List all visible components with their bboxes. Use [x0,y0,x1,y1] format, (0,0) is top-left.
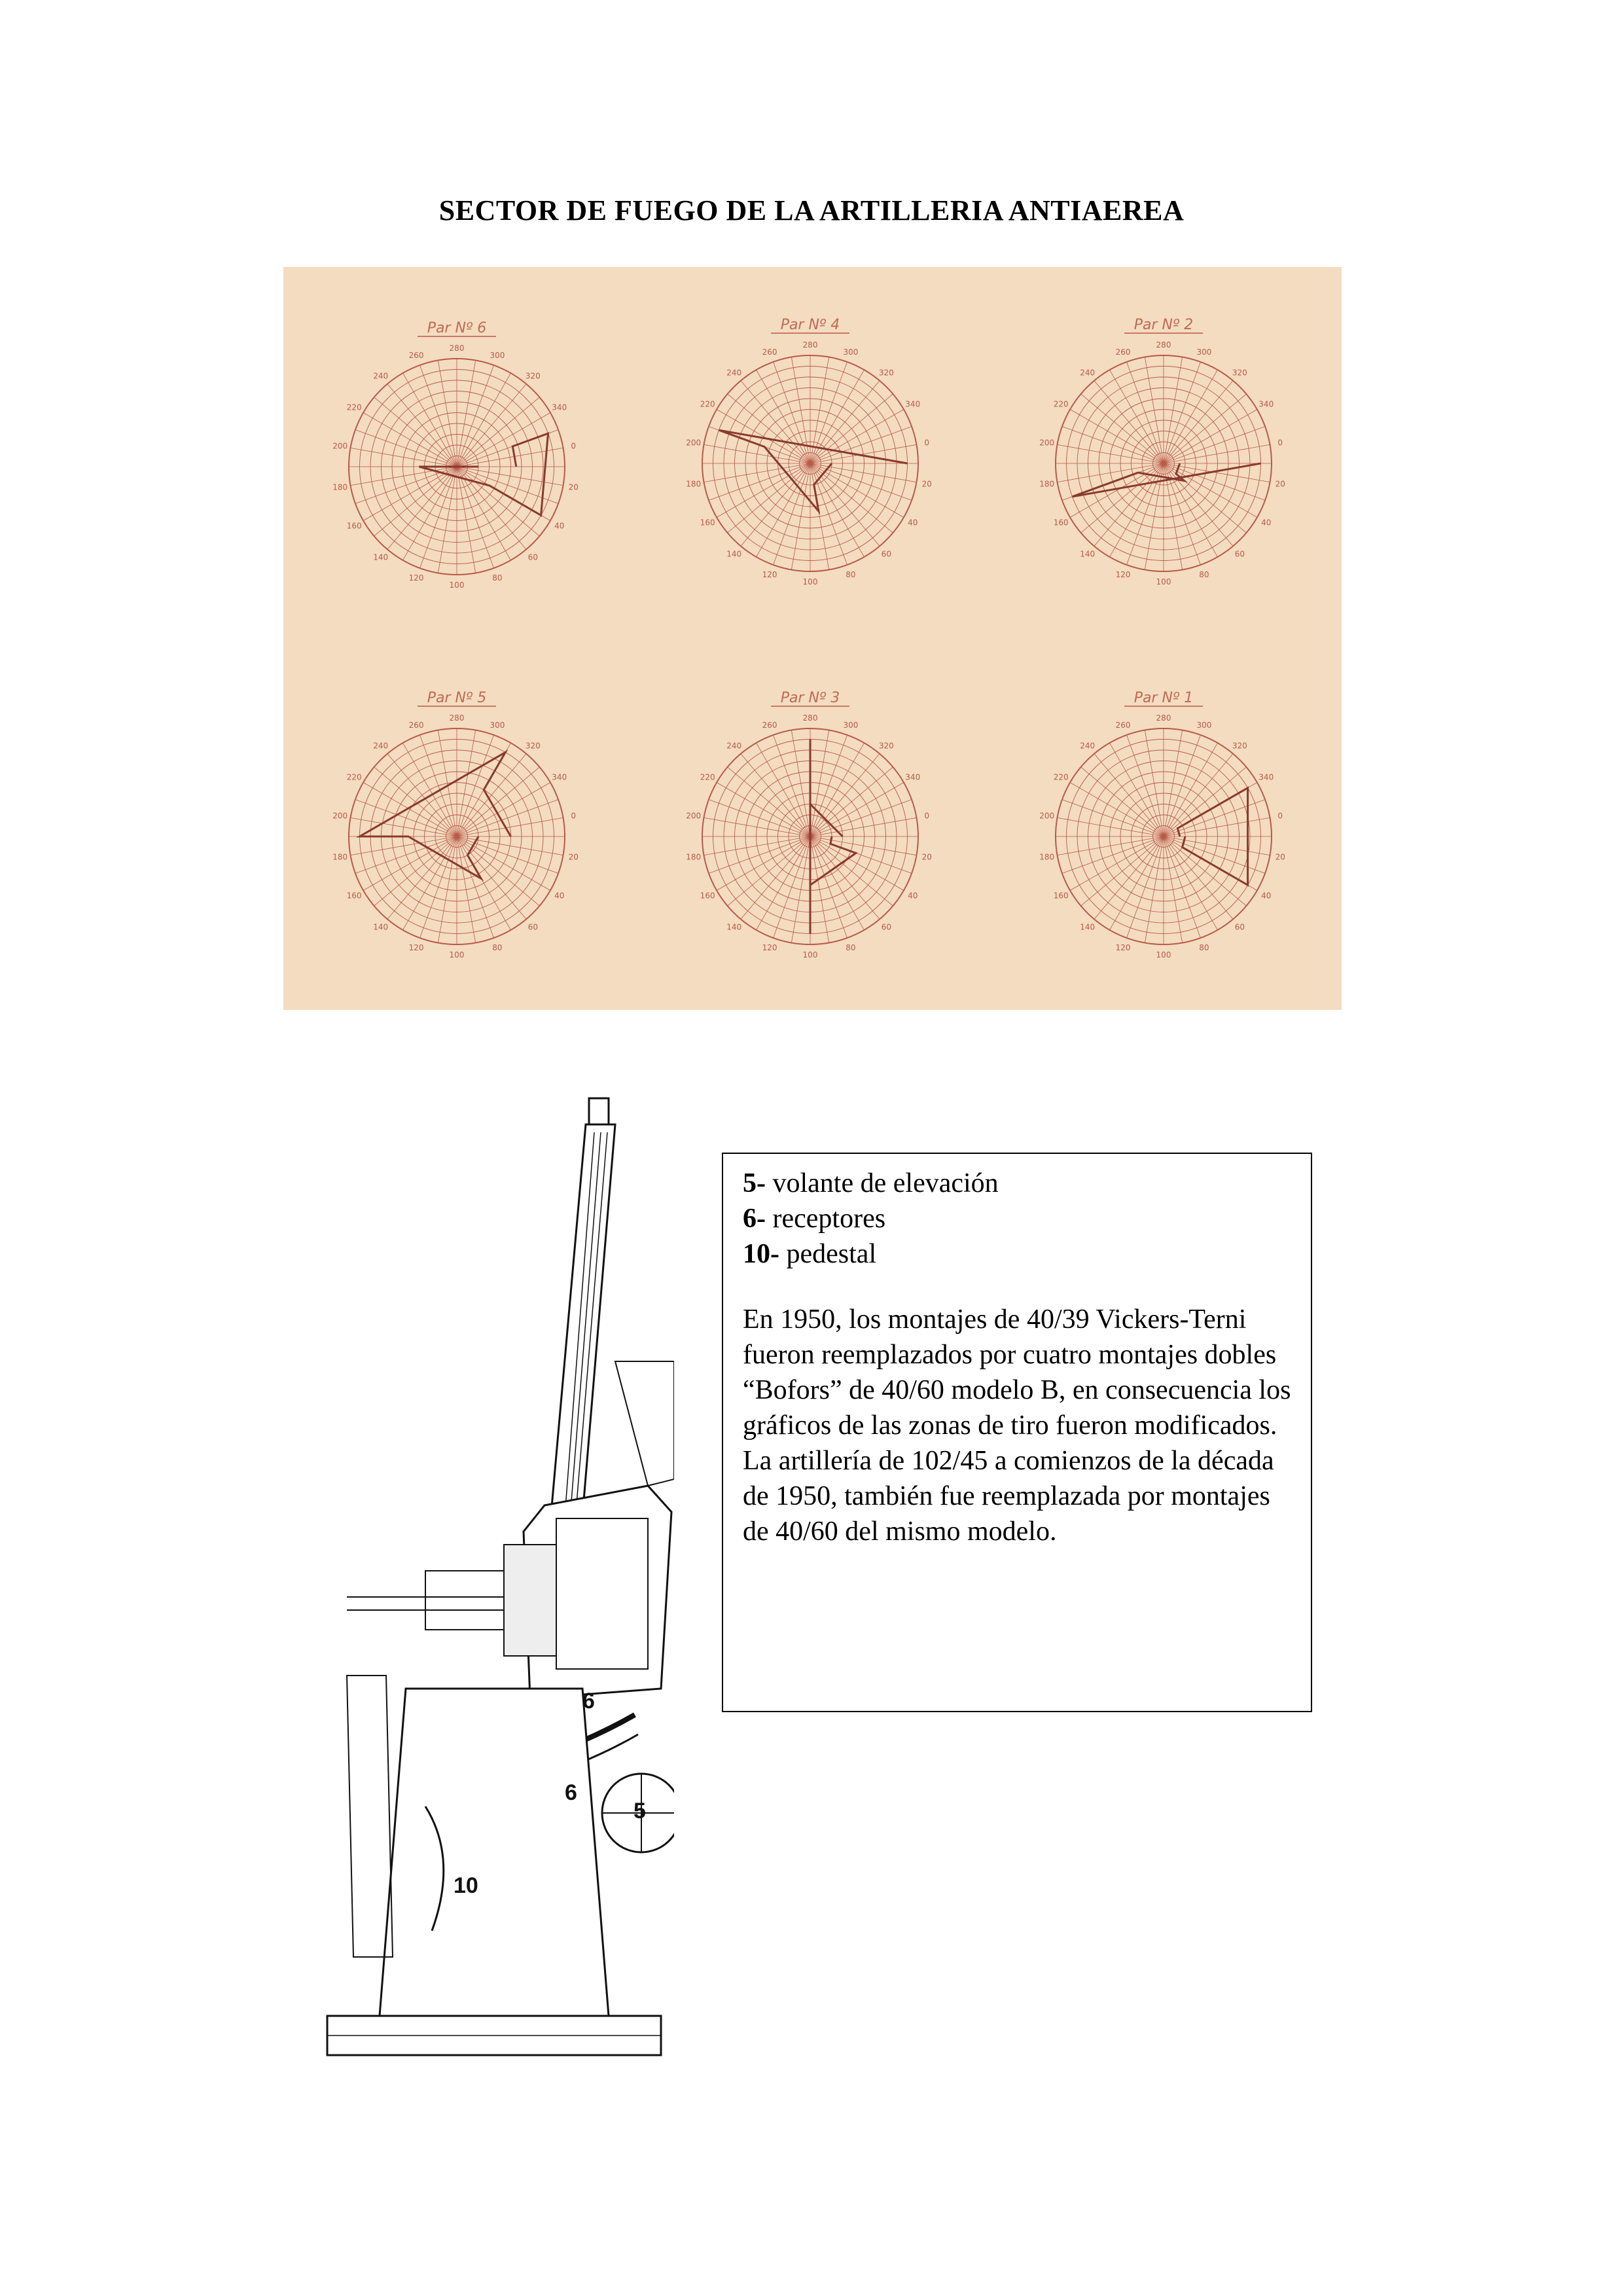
angle-tick-label: 240 [726,741,742,751]
angle-tick-label: 300 [1196,720,1212,730]
firing-sector-outline [360,752,511,878]
angle-tick-label: 60 [881,549,891,559]
polar-chart [686,317,932,586]
angle-tick-label: 100 [449,581,465,590]
angle-tick-label: 240 [1080,741,1096,751]
angle-tick-label: 320 [525,371,541,381]
angle-tick-label: 240 [373,741,389,751]
chart-label: Par Nº 5 [427,690,487,706]
angle-tick-label: 80 [1199,943,1209,953]
angle-tick-label: 20 [568,482,579,492]
angle-tick-label: 20 [1275,479,1285,489]
angle-tick-label: 320 [878,741,894,751]
angle-tick-label: 20 [1275,852,1285,862]
angle-tick-label: 260 [408,720,424,730]
angle-tick-label: 340 [905,399,921,409]
angle-tick-label: 260 [762,347,777,357]
angle-tick-label: 120 [762,570,777,580]
angle-tick-label: 0 [924,811,930,821]
angle-tick-label: 160 [1053,891,1069,901]
angle-tick-label: 260 [1115,720,1131,730]
angle-tick-label: 200 [686,811,702,821]
chart-label: Par Nº 4 [780,317,840,333]
angle-tick-label: 220 [700,399,715,409]
angle-tick-label: 120 [408,943,424,953]
legend-item: 5- volante de elevación [743,1168,999,1198]
label-five: 5 [633,1799,646,1823]
angle-tick-label: 140 [1080,922,1096,932]
chart-label: Par Nº 1 [1133,690,1194,706]
angle-tick-label: 240 [1080,368,1096,378]
pedestal [380,1689,609,2016]
legend-item: 6- receptores [743,1204,886,1234]
angle-tick-label: 220 [700,772,715,782]
angle-tick-label: 240 [373,371,389,381]
polar-chart [1039,317,1285,586]
angle-tick-label: 180 [686,852,702,862]
angle-tick-label: 180 [1039,852,1055,862]
firing-sector-outline [719,430,908,511]
rear-sight [425,1571,504,1630]
angle-tick-label: 80 [492,573,503,583]
chart-label: Par Nº 6 [427,320,487,336]
firing-sector-outline [419,433,548,515]
angle-tick-label: 280 [449,713,465,723]
angle-tick-label: 120 [408,573,424,583]
angle-tick-label: 0 [1277,811,1283,821]
chart-label: Par Nº 3 [780,690,840,706]
angle-tick-label: 220 [346,403,362,412]
angle-tick-label: 80 [1199,570,1209,580]
angle-tick-label: 140 [726,549,742,559]
angle-tick-label: 0 [571,441,577,451]
angle-tick-label: 40 [554,891,565,901]
muzzle [589,1098,609,1124]
angle-tick-label: 20 [921,479,932,489]
angle-tick-label: 60 [881,922,891,932]
angle-tick-label: 280 [1156,340,1171,350]
angle-tick-label: 180 [1039,479,1055,489]
angle-tick-label: 320 [1232,368,1247,378]
angle-tick-label: 200 [1039,438,1055,448]
angle-tick-label: 20 [921,852,932,862]
polar-chart [332,320,579,590]
antiaircraft-gun-mount-drawing [308,1086,674,2062]
angle-tick-label: 280 [449,344,465,353]
angle-tick-label: 340 [1258,399,1274,409]
angle-tick-label: 200 [332,811,348,821]
barrel [550,1124,615,1532]
firing-sector-charts-plate [283,267,1342,1010]
angle-tick-label: 340 [1258,772,1274,782]
angle-tick-label: 80 [846,943,856,953]
angle-tick-label: 300 [843,347,859,357]
angle-tick-label: 240 [726,368,742,378]
angle-tick-label: 140 [373,552,389,562]
angle-tick-label: 60 [527,552,538,562]
polar-charts-figure [283,267,1342,1010]
angle-tick-label: 320 [878,368,894,378]
angle-tick-label: 120 [1115,570,1131,580]
polar-chart [1039,690,1285,960]
angle-tick-label: 160 [1053,518,1069,528]
angle-tick-label: 160 [700,518,715,528]
angle-tick-label: 20 [568,852,579,862]
angle-tick-label: 140 [1080,549,1096,559]
angle-tick-label: 100 [1156,950,1171,960]
caption-box [722,1153,1312,1712]
angle-tick-label: 140 [373,922,389,932]
angle-tick-label: 160 [346,521,362,531]
angle-tick-label: 280 [802,340,818,350]
angle-tick-label: 100 [802,950,818,960]
caption-paragraph: En 1950, los montajes de 40/39 Vickers-Terni fueron reemplazados por cuatro montajes dobles “Bofors” de 40/60 modelo B, en consecuencia los gráficos de las zonas de tiro fueron modificados. La artillería de 102/45 a comienzos de la década de 1950, también fue reemplazada por montajes de 40/60 del mismo modelo. [743,1304,1291,1547]
angle-tick-label: 60 [527,922,538,932]
angle-tick-label: 60 [1234,922,1245,932]
polar-chart [332,690,579,960]
angle-tick-label: 300 [1196,347,1212,357]
angle-tick-label: 80 [846,570,856,580]
angle-tick-label: 160 [346,891,362,901]
angle-tick-label: 200 [1039,811,1055,821]
angle-tick-label: 100 [1156,577,1171,586]
side-arm [615,1361,674,1486]
angle-tick-label: 40 [1261,518,1272,528]
angle-tick-label: 0 [571,811,577,821]
label-six-lower: 6 [565,1780,577,1805]
chart-label: Par Nº 2 [1133,317,1194,333]
angle-tick-label: 340 [905,772,921,782]
angle-tick-label: 340 [552,772,567,782]
angle-tick-label: 40 [908,518,918,528]
angle-tick-label: 300 [490,350,505,360]
angle-tick-label: 260 [1115,347,1131,357]
angle-tick-label: 0 [924,438,930,448]
label-ten: 10 [454,1873,478,1898]
angle-tick-label: 340 [552,403,567,412]
angle-tick-label: 260 [408,350,424,360]
angle-tick-label: 220 [1053,772,1069,782]
angle-tick-label: 280 [802,713,818,723]
angle-tick-label: 260 [762,720,777,730]
angle-tick-label: 60 [1234,549,1245,559]
page-title: SECTOR DE FUEGO DE LA ARTILLERIA ANTIAEREA [438,194,1185,226]
legend-item: 10- pedestal [743,1239,877,1269]
angle-tick-label: 320 [1232,741,1247,751]
sight-box [504,1545,556,1656]
angle-tick-label: 300 [490,720,505,730]
angle-tick-label: 180 [332,852,348,862]
angle-tick-label: 320 [525,741,541,751]
angle-tick-label: 280 [1156,713,1171,723]
angle-tick-label: 200 [332,441,348,451]
angle-tick-label: 40 [1261,891,1272,901]
angle-tick-label: 220 [346,772,362,782]
label-six-upper: 6 [582,1689,595,1713]
angle-tick-label: 220 [1053,399,1069,409]
angle-tick-label: 120 [1115,943,1131,953]
angle-tick-label: 180 [332,482,348,492]
angle-tick-label: 40 [908,891,918,901]
angle-tick-label: 180 [686,479,702,489]
angle-tick-label: 40 [554,521,565,531]
angle-tick-label: 100 [802,577,818,586]
angle-tick-label: 80 [492,943,503,953]
angle-tick-label: 300 [843,720,859,730]
angle-tick-label: 140 [726,922,742,932]
polar-chart [686,690,932,960]
angle-tick-label: 0 [1277,438,1283,448]
angle-tick-label: 120 [762,943,777,953]
angle-tick-label: 160 [700,891,715,901]
angle-tick-label: 200 [686,438,702,448]
angle-tick-label: 100 [449,950,465,960]
